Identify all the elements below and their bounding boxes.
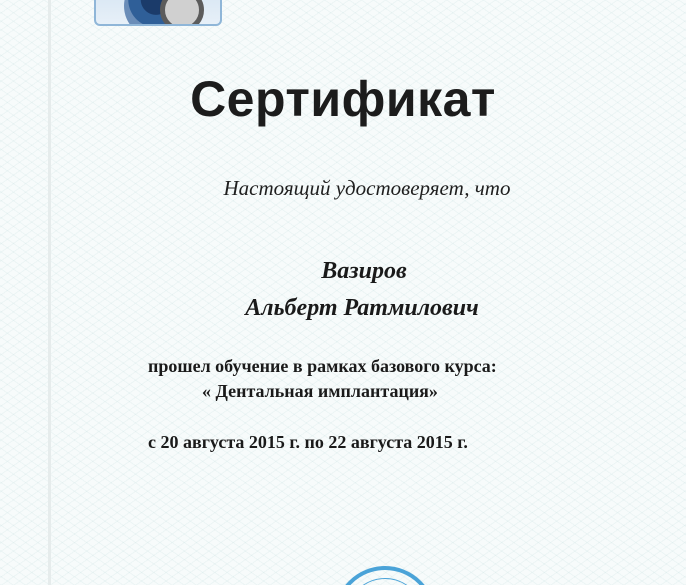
- stamp-seal: [334, 566, 436, 585]
- certificate-title: Сертификат: [190, 71, 496, 127]
- course-intro-text: прошел обучение в рамках базового курса:: [148, 356, 497, 376]
- course-dates: с 20 августа 2015 г. по 22 августа 2015 г.: [148, 432, 468, 452]
- course-name: « Дентальная имплантация»: [202, 381, 438, 401]
- recipient-given-names: Альберт Ратмилович: [245, 295, 479, 321]
- organization-logo: [94, 0, 222, 26]
- recipient-surname: Вазиров: [321, 258, 407, 284]
- logo-ring-graphic: [160, 0, 204, 26]
- certificate-subtitle: Настоящий удостоверяет, что: [223, 176, 511, 200]
